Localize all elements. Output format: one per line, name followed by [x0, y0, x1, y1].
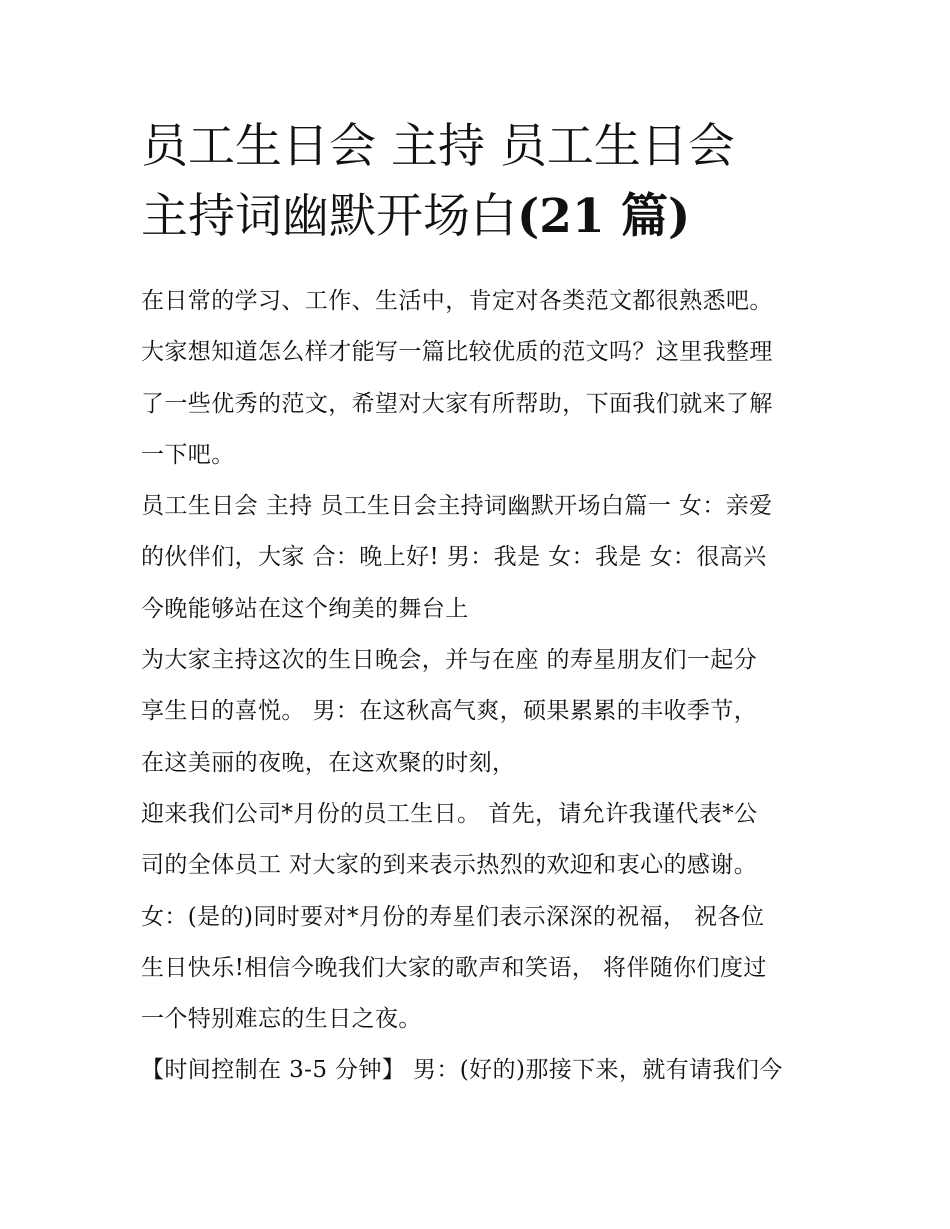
- title-line-1: 员工生日会 主持 员工生日会: [141, 119, 735, 174]
- body-line: 在这美丽的夜晚，在这欢聚的时刻，: [141, 749, 516, 776]
- body-line: 员工生日会 主持 员工生日会主持词幽默开场白篇一 女：亲爱: [141, 493, 773, 520]
- body-line: 一下吧。: [141, 441, 235, 468]
- title-line-2: [141, 182, 821, 252]
- body-line: 在日常的学习、工作、生活中，肯定对各类范文都很熟悉吧。: [141, 288, 773, 314]
- title-line-2-text: 主持词幽默开场白: [141, 189, 517, 244]
- body-line: 女：(是的)同时要对*月份的寿星们表示深深的祝福， 祝各位: [141, 903, 765, 930]
- document-body: [141, 276, 821, 1097]
- body-line: 享生日的喜悦。 男：在这秋高气爽，硕果累累的丰收季节，: [141, 698, 758, 725]
- body-line: 为大家主持这次的生日晚会，并与在座 的寿星朋友们一起分: [141, 647, 758, 674]
- body-line: 了一些优秀的范文，希望对大家有所帮助，下面我们就来了解: [141, 390, 773, 417]
- body-line: 司的全体员工 对大家的到来表示热烈的欢迎和衷心的感谢。: [141, 852, 758, 879]
- body-line: 一个特别难忘的生日之夜。: [141, 1006, 422, 1033]
- title-count: (21 篇): [517, 189, 691, 244]
- body-line: 的伙伴们，大家 合：晚上好! 男：我是 女：我是 女：很高兴: [141, 544, 767, 571]
- document-title: [141, 112, 821, 252]
- body-line: 迎来我们公司*月份的员工生日。 首先，请允许我谨代表*公: [141, 800, 758, 827]
- body-line: 今晚能够站在这个绚美的舞台上: [141, 595, 469, 622]
- body-line: 大家想知道怎么样才能写一篇比较优质的范文吗？这里我整理: [141, 339, 773, 366]
- body-line: 【时间控制在 3-5 分钟】 男：(好的)那接下来，就有请我们今: [141, 1057, 783, 1084]
- body-line: 生日快乐!相信今晚我们大家的歌声和笑语， 将伴随你们度过: [141, 954, 767, 981]
